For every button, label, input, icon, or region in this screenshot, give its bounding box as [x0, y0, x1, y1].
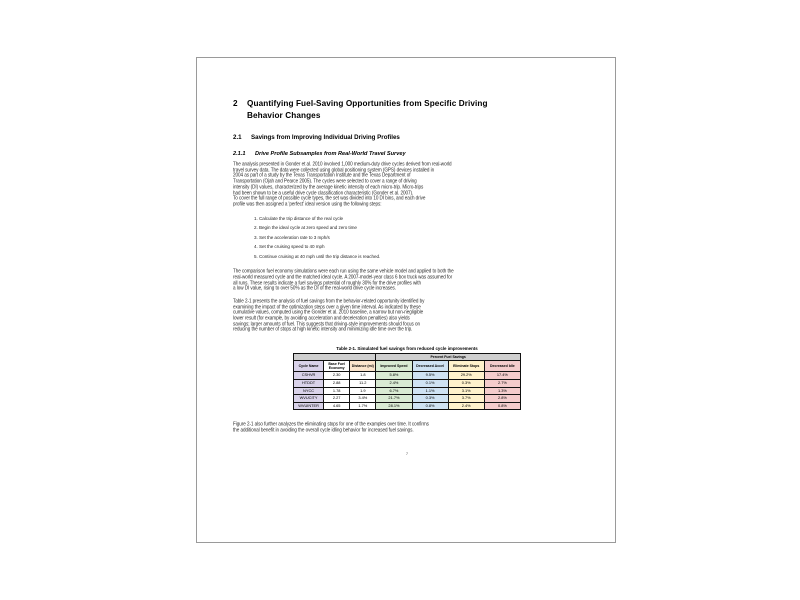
section-number: 2 [233, 99, 238, 108]
text-line: Table 2-1 presents the analysis of fuel savings from the behavior-related opportunity identified by [233, 297, 425, 304]
cell-decreased-accel: 0.1% [412, 380, 448, 388]
section-heading [233, 98, 581, 122]
section-title-line1: Quantifying Fuel-Saving Opportunities from Specific Driving [247, 99, 488, 108]
cell-cycle-name: WVUCITY [294, 395, 324, 403]
table-row [294, 380, 521, 388]
text-line: cumulative values, computed using the Gonder et al. 2010 baseline, a narrow but non-negligible [233, 309, 424, 316]
cell-improved-speed: 21.7% [376, 395, 412, 403]
col-header-base-fuel-economy: Base Fuel Economy [324, 361, 350, 372]
cell-decreased-accel: 9.5% [412, 372, 448, 380]
text-line: Figure 2-1 also further analyzes the eliminating stops for one of the examples over time. It confirms [233, 421, 429, 428]
subsection-title: Savings from Improving Individual Driving Profiles [251, 134, 400, 141]
subsection-number: 2.1 [233, 134, 242, 141]
paragraph-closing [233, 421, 581, 432]
text-line: the additional benefit in avoiding the overall cycle idling behavior for increased fuel savings. [233, 427, 414, 434]
list-item: 4. Set the cruising speed to 40 mph [259, 242, 581, 252]
paragraph-table-discussion [233, 298, 581, 332]
group-header-blank [294, 354, 376, 361]
cell-cycle-name: NYCC [294, 387, 324, 395]
col-header-eliminate-stops: Eliminate Stops [448, 361, 484, 372]
numbered-step-list [233, 214, 581, 262]
cell-base-fuel-economy: 1.78 [324, 387, 350, 395]
table-caption: Table 2-1. Simulated fuel savings from reduced cycle improvements [336, 346, 478, 352]
table-group-header-row [294, 354, 521, 361]
text-line: profile was then assigned a 'perfect' ideal version using the following steps: [233, 200, 382, 207]
cell-eliminate-stops: 3.7% [448, 395, 484, 403]
cell-improved-speed: 2.4% [376, 380, 412, 388]
group-header-fuel-savings: Percent Fuel Savings [376, 354, 521, 361]
list-item: 3. Set the acceleration rate to 3 mph/s [259, 233, 581, 243]
text-line: examining the impact of the optimization steps over a given time interval. As indicated by these [233, 303, 421, 310]
text-line: had been shown to be a useful drive cycle classification characteristic (Gonder et al. 2007). [233, 189, 414, 196]
text-line: savings; larger amounts of fuel. This suggests that driving-style improvements should focus on [233, 320, 420, 327]
text-line: real-world measured cycle and the matched ideal cycle. A 2007-model-year class 6 box truck was assumed for [233, 273, 453, 280]
table-row [294, 395, 521, 403]
list-item: 5. Continue cruising at 40 mph until the trip distance is reached. [259, 252, 581, 262]
text-line: lower result (for example, by avoiding acceleration and deceleration penalties) also yields [233, 315, 410, 321]
cell-cycle-name: WVUINTER [294, 402, 324, 410]
text-line: The analysis presented in Gonder et al. 2010 involved 1,000 medium-duty drive cycles derived from real-world [233, 161, 452, 167]
list-item: 2. Begin the ideal cycle at zero speed and zero time [259, 223, 581, 233]
cell-base-fuel-economy: 2.27 [324, 395, 350, 403]
cell-distance: 1.9 [350, 387, 376, 395]
page-number: 7 [405, 450, 409, 456]
cell-distance: 1.7% [350, 402, 376, 410]
cell-base-fuel-economy: 2.30 [324, 372, 350, 380]
cell-cycle-name: HTDDT [294, 380, 324, 388]
text-line: To cover the full range of possible cycle types, the set was divided into 10 DI bins, and each drive [233, 195, 426, 202]
text-line: intensity (DI) values, characterized by the average kinetic intensity of each micro-trip. Micro-trips [233, 183, 424, 190]
cell-eliminate-stops: 29.2% [448, 372, 484, 380]
col-header-distance: Distance (mi) [350, 361, 376, 372]
paragraph-intro [233, 161, 581, 207]
document-page [196, 57, 616, 543]
text-line: a low DI value, rising to over 50% as the DI of the real-world drive cycle increases. [233, 285, 396, 292]
col-header-decreased-accel: Decreased Accel [412, 361, 448, 372]
cell-decreased-accel: 0.8% [412, 402, 448, 410]
table-row [294, 402, 521, 410]
page-content [233, 98, 581, 456]
fuel-savings-table [293, 353, 521, 410]
cell-decreased-idle: 1.3% [484, 387, 520, 395]
text-line: 2004 as part of a study by the Texas Transportation Institute and the Texas Department of [233, 172, 411, 179]
text-line: The comparison fuel economy simulations were each run using the same vehicle model and applied to both the [233, 268, 454, 275]
cell-distance: 11.2 [350, 380, 376, 388]
table-header-row [294, 361, 521, 372]
subsubsection-number: 2.1.1 [233, 151, 246, 157]
subsubsection-heading [233, 150, 581, 158]
cell-improved-speed: 28.1% [376, 402, 412, 410]
cell-improved-speed: 5.8% [376, 372, 412, 380]
cell-decreased-idle: 2.7% [484, 380, 520, 388]
table-row [294, 372, 521, 380]
cell-decreased-idle: 2.8% [484, 395, 520, 403]
cell-cycle-name: CSHVR [294, 372, 324, 380]
cell-decreased-accel: 1.1% [412, 387, 448, 395]
section-title-line2: Behavior Changes [247, 111, 321, 120]
cell-distance: 1.8 [350, 372, 376, 380]
col-header-decreased-idle: Decreased Idle [484, 361, 520, 372]
table-row [294, 387, 521, 395]
cell-base-fuel-economy: 4.65 [324, 402, 350, 410]
cell-eliminate-stops: 3.1% [448, 387, 484, 395]
text-line: all runs. These results indicate a fuel savings potential of roughly 30% for the drive profiles with [233, 279, 421, 286]
list-item: 1. Calculate the trip distance of the real cycle [259, 214, 581, 224]
cell-decreased-idle: 17.4% [484, 372, 520, 380]
cell-eliminate-stops: 2.4% [448, 402, 484, 410]
col-header-cycle-name: Cycle Name [294, 361, 324, 372]
text-line: reducing the number of stops at high kinetic intensity and minimizing idle time over the trip. [233, 326, 413, 333]
cell-distance: 3.4% [350, 395, 376, 403]
subsection-heading [233, 133, 581, 142]
subsubsection-title: Drive Profile Subsamples from Real-World Travel Survey [255, 151, 406, 157]
cell-improved-speed: 6.7% [376, 387, 412, 395]
cell-decreased-accel: 0.3% [412, 395, 448, 403]
paragraph-simulation [233, 268, 581, 291]
cell-decreased-idle: 0.8% [484, 402, 520, 410]
text-line: travel survey data. The data were collected using global positioning system (GPS) devices installed in [233, 166, 435, 173]
col-header-improved-speed: Improved Speed [376, 361, 412, 372]
cell-base-fuel-economy: 2.88 [324, 380, 350, 388]
text-line: Transportation (Ojah and Pearce 2005). The cycles were selected to cover a range of driving [233, 178, 417, 185]
cell-eliminate-stops: 0.3% [448, 380, 484, 388]
